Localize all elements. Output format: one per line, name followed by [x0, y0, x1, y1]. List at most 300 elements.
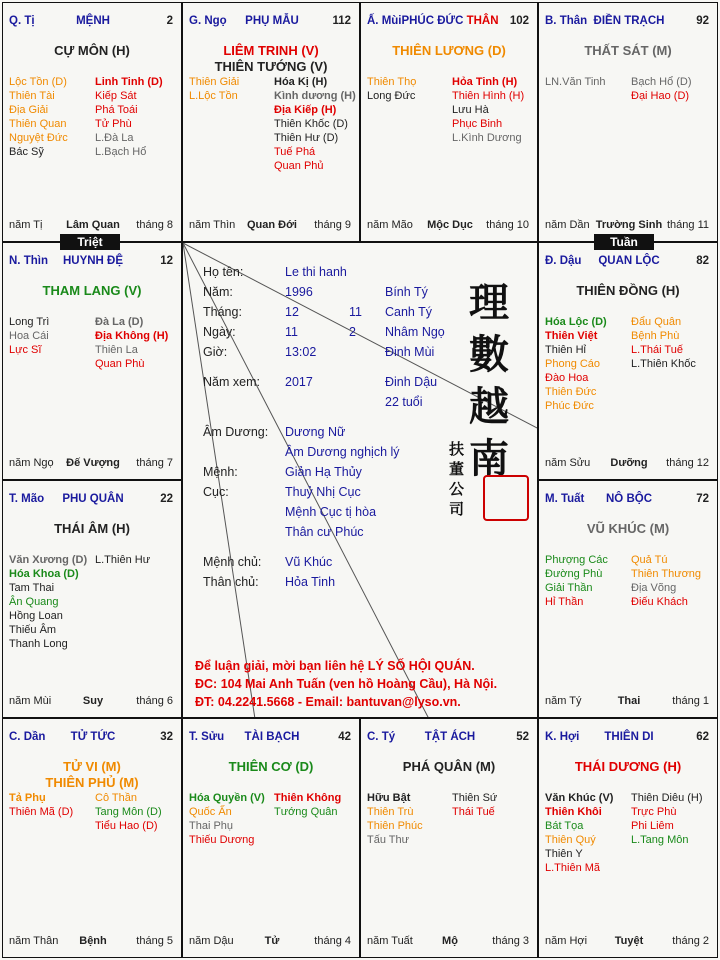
- minor-star: Lộc Tồn (D): [9, 76, 67, 88]
- palace-name-text: TỬ TỨC: [70, 731, 116, 743]
- palace-header: [9, 731, 177, 747]
- palace-dientrach: [538, 2, 718, 242]
- minor-star: Quả Tú: [631, 554, 668, 566]
- minor-star: Thiên Việt: [545, 330, 598, 342]
- palace-name: [9, 731, 177, 743]
- palace-name: [9, 493, 177, 505]
- palace-position: B. Thân: [545, 15, 588, 27]
- view-year-label: Năm xem:: [203, 375, 260, 389]
- palace-month: tháng 3: [492, 935, 529, 947]
- minor-stars-right: [631, 791, 703, 847]
- contact-line-1: Để luận giải, mời bạn liên hệ LÝ SỐ HỘI QUÁN.: [195, 659, 475, 673]
- main-stars: [361, 43, 537, 59]
- palace-phase: Tử: [264, 935, 280, 947]
- palace-footer: [545, 457, 713, 471]
- minor-star: Tam Thai: [9, 582, 55, 594]
- minor-star: Thiên Hình (H): [452, 90, 525, 102]
- calligraphy-char: 董: [449, 460, 465, 478]
- minor-star: Thanh Long: [9, 638, 68, 650]
- main-stars: [3, 759, 181, 791]
- palace-year: năm Tý: [545, 695, 582, 707]
- palace-number: 42: [338, 731, 351, 743]
- minor-star: Thiên Y: [545, 848, 583, 860]
- than-marker: THÂN: [466, 15, 499, 27]
- palace-name-text: QUAN LỘC: [598, 255, 660, 267]
- palace-position: G. Ngọ: [189, 15, 227, 27]
- minor-star: Thái Tuế: [452, 806, 495, 818]
- minor-star: Quan Phủ: [274, 160, 324, 172]
- palace-name-text: THIÊN DI: [604, 731, 654, 743]
- main-stars: [183, 759, 359, 775]
- hour-label: Giờ:: [203, 345, 228, 359]
- palace-number: 2: [166, 15, 173, 27]
- palace-name: [367, 15, 533, 27]
- minor-star: Hóa Khoa (D): [9, 568, 79, 580]
- name-value: Le thi hanh: [285, 265, 347, 279]
- minor-star: Hoa Cái: [9, 330, 49, 342]
- minor-star: Thiên Thương: [631, 568, 702, 580]
- minor-star: Văn Xương (D): [9, 554, 88, 566]
- palace-phase: Tuyệt: [614, 935, 644, 947]
- palace-phase: Trường Sinh: [595, 219, 663, 231]
- calligraphy-char: 越: [469, 383, 509, 430]
- red-seal-stamp: [483, 475, 529, 521]
- minor-star: Nguyệt Đức: [9, 132, 68, 144]
- minor-star: Phúc Đức: [545, 400, 594, 412]
- palace-month: tháng 10: [486, 219, 529, 231]
- minor-stars-right: [95, 553, 150, 567]
- minor-star: Đường Phù: [545, 568, 603, 580]
- minor-star: Đà La (D): [95, 316, 144, 328]
- palace-year: năm Tuất: [367, 935, 413, 947]
- minor-stars-right: [452, 791, 497, 819]
- month-can: Canh Tý: [385, 305, 433, 319]
- palace-month: tháng 6: [136, 695, 173, 707]
- main-stars: [361, 759, 537, 775]
- minor-star: Cô Thần: [95, 792, 137, 804]
- palace-position: K. Hợi: [545, 731, 580, 743]
- palace-year: năm Tị: [9, 219, 43, 231]
- minor-stars-left: [545, 553, 608, 609]
- palace-header: [9, 15, 177, 31]
- minor-star: Địa Không (H): [95, 330, 169, 342]
- minor-star: Lực Sĩ: [9, 344, 42, 356]
- name-label: Họ tên:: [203, 265, 244, 279]
- palace-phase: Suy: [82, 695, 104, 707]
- palace-year: năm Thân: [9, 935, 59, 947]
- minor-star: Đào Hoa: [545, 372, 589, 384]
- palace-tatach: [360, 718, 538, 958]
- palace-phase: Lâm Quan: [66, 219, 120, 231]
- main-star: LIÊM TRINH (V): [223, 43, 319, 58]
- amduong-value: Dương Nữ: [285, 425, 346, 439]
- minor-stars-left: [9, 315, 49, 357]
- minor-stars-right: [95, 791, 162, 833]
- palace-header: [9, 255, 177, 271]
- minor-stars-right: [631, 553, 701, 609]
- palace-position: C. Dần: [9, 731, 46, 743]
- palace-month: tháng 4: [314, 935, 351, 947]
- palace-position: N. Thìn: [9, 255, 48, 267]
- day-value: 11: [285, 325, 298, 339]
- minor-star: Hữu Bật: [367, 792, 411, 804]
- palace-name-text: ĐIỀN TRẠCH: [593, 15, 665, 27]
- main-star: THIÊN LƯƠNG (D): [392, 43, 506, 58]
- palace-footer: [9, 695, 177, 709]
- minor-star: Long Đức: [367, 90, 416, 102]
- palace-header: [545, 493, 713, 509]
- palace-year: năm Hợi: [545, 935, 588, 947]
- palace-name-text: TÀI BẠCH: [244, 731, 300, 743]
- calligraphy-char: 司: [449, 500, 465, 518]
- minor-stars-left: [189, 75, 239, 103]
- minor-stars-left: [367, 75, 416, 103]
- minor-star: Bác Sỹ: [9, 146, 44, 158]
- minor-star: Thiên Hỉ: [545, 344, 586, 356]
- palace-number: 112: [332, 15, 351, 27]
- minor-star: Ân Quang: [9, 596, 59, 608]
- palace-name: [189, 15, 355, 27]
- year-can: Bính Tý: [385, 285, 428, 299]
- day-can: Nhâm Ngọ: [385, 325, 445, 339]
- minor-stars-right: [274, 75, 356, 173]
- palace-name: [9, 15, 177, 27]
- minor-star: Thiên Đức: [545, 386, 597, 398]
- palace-name: [545, 255, 713, 267]
- main-stars: [3, 43, 181, 59]
- palace-position: M. Tuất: [545, 493, 585, 505]
- minor-star: Phong Cáo: [545, 358, 601, 370]
- palace-quanloc: [538, 242, 718, 480]
- minor-star: Thiên Không: [274, 792, 342, 804]
- cuc-note: Mệnh Cục tị hòa: [285, 505, 377, 519]
- palace-footer: [9, 457, 177, 471]
- minor-star: Thiên Khốc (D): [274, 118, 348, 130]
- minor-star: LN.Văn Tinh: [545, 76, 606, 88]
- minor-star: Lưu Hà: [452, 104, 489, 116]
- palace-number: 102: [509, 15, 529, 27]
- palace-name: [545, 15, 713, 27]
- triet-tag: Triệt: [60, 234, 120, 250]
- palace-month: tháng 5: [136, 935, 173, 947]
- year-value: 1996: [285, 285, 313, 299]
- palace-name-text: PHỤ MẪU: [245, 15, 299, 27]
- palace-noboc: [538, 480, 718, 718]
- palace-year: năm Mão: [367, 219, 413, 231]
- minor-star: Văn Khúc (V): [545, 792, 614, 804]
- minor-star: Bạch Hổ (D): [631, 76, 692, 88]
- palace-position: Đ. Dậu: [545, 255, 582, 267]
- calligraphy-char: 公: [449, 480, 465, 498]
- view-year-can: Đinh Dậu: [385, 375, 438, 389]
- palace-header: [367, 15, 533, 31]
- palace-name: [9, 255, 177, 267]
- calligraphy-main: [469, 277, 509, 485]
- palace-header: [545, 15, 713, 31]
- minor-star: Hóa Lộc (D): [545, 316, 607, 328]
- minor-star: Long Trì: [9, 316, 50, 328]
- minor-star: Địa Giải: [9, 104, 49, 116]
- palace-name-text: TẬT ÁCH: [424, 731, 476, 743]
- palace-name: [545, 493, 713, 505]
- minor-stars-right: [452, 75, 524, 145]
- minor-stars-right: [95, 315, 168, 371]
- menhchu-value: Vũ Khúc: [285, 555, 333, 569]
- minor-star: Giải Thần: [545, 582, 593, 594]
- minor-star: Đẩu Quân: [631, 316, 682, 328]
- palace-number: 82: [696, 255, 709, 267]
- minor-star: Thiên Trù: [367, 806, 414, 818]
- palace-footer: [367, 935, 533, 949]
- palace-month: tháng 8: [136, 219, 173, 231]
- palace-name-text: PHU QUÂN: [62, 493, 124, 505]
- minor-star: Tả Phụ: [9, 792, 46, 804]
- main-stars: [539, 43, 717, 59]
- palace-phase: Mộ: [442, 935, 458, 947]
- main-star: THIÊN CƠ (D): [228, 759, 314, 774]
- day-label: Ngày:: [203, 325, 236, 339]
- palace-position: T. Sửu: [189, 731, 225, 743]
- calligraphy-char: 南: [469, 435, 509, 482]
- minor-stars-right: [631, 315, 696, 371]
- thanchu-label: Thân chủ:: [203, 575, 259, 589]
- minor-star: L.Thiên Hư: [95, 554, 151, 566]
- minor-star: Phá Toái: [95, 104, 138, 116]
- minor-star: Thiên Mã (D): [9, 806, 74, 818]
- palace-month: tháng 7: [136, 457, 173, 469]
- palace-position: Q. Tị: [9, 15, 35, 27]
- palace-phucduc: [360, 2, 538, 242]
- minor-star: Tấu Thư: [367, 834, 410, 846]
- minor-star: Linh Tinh (D): [95, 76, 163, 88]
- view-year-value: 2017: [285, 375, 313, 389]
- minor-star: L.Kình Dương: [452, 132, 522, 144]
- palace-month: tháng 1: [672, 695, 709, 707]
- palace-footer: [189, 935, 355, 949]
- main-stars: [539, 283, 717, 299]
- minor-star: Bát Tọa: [545, 820, 584, 832]
- contact-line-3: ĐT: 04.2241.5668 - Email: bantuvan@lyso.vn.: [195, 695, 461, 709]
- day-lunar: 2: [349, 325, 356, 339]
- minor-star: L.Lộc Tồn: [189, 90, 238, 102]
- month-label: Tháng:: [203, 305, 242, 319]
- main-star: THIÊN TƯỚNG (V): [214, 59, 328, 74]
- palace-phase: Thai: [617, 695, 641, 707]
- palace-footer: [9, 935, 177, 949]
- palace-header: [189, 731, 355, 747]
- amduong-label: Âm Dương:: [203, 425, 269, 439]
- palace-number: 92: [696, 15, 709, 27]
- minor-star: Hỉ Thần: [545, 596, 584, 608]
- palace-month: tháng 12: [666, 457, 709, 469]
- palace-phase: Quan Đới: [247, 219, 297, 231]
- main-star: THẤT SÁT (M): [584, 43, 672, 58]
- year-label: Năm:: [203, 285, 233, 299]
- palace-footer: [189, 219, 355, 233]
- minor-star: Tử Phù: [95, 118, 132, 130]
- calligraphy-char: 數: [469, 331, 509, 378]
- minor-star: Thiên Khôi: [545, 806, 602, 818]
- palace-number: 12: [160, 255, 173, 267]
- minor-star: Thiếu Âm: [9, 624, 57, 636]
- main-star: THIÊN PHỦ (M): [45, 775, 139, 790]
- minor-stars-left: [9, 553, 87, 651]
- menh-label: Mệnh:: [203, 465, 238, 479]
- minor-star: Tướng Quân: [274, 806, 338, 818]
- minor-star: Quan Phù: [95, 358, 145, 370]
- minor-stars-left: [189, 791, 265, 847]
- palace-name-text: MỆNH: [76, 15, 110, 27]
- palace-year: năm Ngọ: [9, 457, 54, 469]
- minor-stars-right: [274, 791, 341, 819]
- palace-huynhde: [2, 242, 182, 480]
- palace-month: tháng 2: [672, 935, 709, 947]
- palace-name: [545, 731, 713, 743]
- minor-star: Bệnh Phù: [631, 330, 680, 342]
- palace-year: năm Mùi: [9, 695, 52, 707]
- main-stars: [3, 521, 181, 537]
- palace-year: năm Dậu: [189, 935, 234, 947]
- minor-stars-left: [367, 791, 423, 847]
- calligraphy-char: 扶: [449, 440, 465, 458]
- minor-star: Phi Liêm: [631, 820, 674, 832]
- minor-star: Thiên Tài: [9, 90, 55, 102]
- palace-footer: [545, 695, 713, 709]
- palace-phase: Đế Vượng: [66, 457, 120, 469]
- palace-menh: [2, 2, 182, 242]
- palace-header: [545, 731, 713, 747]
- minor-star: Địa Kiếp (H): [274, 104, 337, 116]
- palace-footer: [545, 935, 713, 949]
- contact-line-2: ĐC: 104 Mai Anh Tuấn (ven hồ Hoàng Cầu), Hà Nội.: [195, 677, 498, 691]
- minor-star: Thiên Giải: [189, 76, 240, 88]
- palace-month: tháng 9: [314, 219, 351, 231]
- minor-star: Phục Binh: [452, 118, 503, 130]
- minor-star: Tiểu Hao (D): [95, 820, 158, 832]
- palace-name-text: HUYNH ĐỆ: [62, 255, 124, 267]
- minor-stars-right: [631, 75, 692, 103]
- minor-star: Kình dương (H): [274, 90, 356, 102]
- minor-stars-left: [545, 315, 607, 413]
- minor-star: Đại Hao (D): [631, 90, 690, 102]
- minor-stars-left: [545, 75, 606, 89]
- palace-name: [189, 731, 355, 743]
- minor-star: Thiên Quan: [9, 118, 67, 130]
- minor-star: L.Thái Tuế: [631, 344, 683, 356]
- cuc-value: Thuỷ Nhị Cục: [285, 485, 361, 499]
- minor-stars-left: [545, 791, 613, 875]
- palace-taibach: [182, 718, 360, 958]
- minor-star: Thiên Quý: [545, 834, 596, 846]
- minor-star: Thiên Phúc: [367, 820, 423, 832]
- minor-star: Thiếu Dương: [189, 834, 255, 846]
- palace-header: [367, 731, 533, 747]
- palace-footer: [367, 219, 533, 233]
- main-star: PHÁ QUÂN (M): [402, 759, 496, 774]
- main-star: THÁI ÂM (H): [54, 521, 130, 536]
- palace-phuquan: [2, 480, 182, 718]
- palace-header: [9, 493, 177, 509]
- palace-number: 32: [160, 731, 173, 743]
- main-star: VŨ KHÚC (M): [586, 521, 670, 536]
- palace-number: 22: [160, 493, 173, 505]
- calligraphy-side: [449, 439, 464, 519]
- minor-star: Tuế Phá: [274, 146, 316, 158]
- amduong-note: Âm Dương nghịch lý: [285, 445, 400, 459]
- palace-phase: Dưỡng: [610, 457, 648, 469]
- minor-stars-right: [95, 75, 163, 159]
- minor-star: Hồng Loan: [9, 610, 63, 622]
- palace-name: [367, 731, 533, 743]
- main-star: TỬ VI (M): [63, 759, 121, 774]
- minor-star: Thiên Diêu (H): [631, 792, 703, 804]
- than-cu: Thân cư Phúc: [285, 525, 364, 539]
- palace-name-text: PHÚC ĐỨC: [401, 15, 464, 27]
- palace-number: 52: [516, 731, 529, 743]
- cuc-label: Cục:: [203, 485, 229, 499]
- minor-star: Hỏa Tinh (H): [452, 76, 518, 88]
- minor-star: Tang Môn (D): [95, 806, 162, 818]
- minor-star: L.Đà La: [95, 132, 134, 144]
- palace-position: Ấ. Mùi: [367, 15, 402, 27]
- minor-star: L.Bạch Hổ: [95, 146, 147, 158]
- palace-position: C. Tý: [367, 731, 396, 743]
- minor-star: Thiên Thọ: [367, 76, 417, 88]
- palace-year: năm Dần: [545, 219, 590, 231]
- minor-star: Địa Võng: [631, 582, 677, 594]
- palace-phumau: [182, 2, 360, 242]
- main-stars: [539, 759, 717, 775]
- main-star: THAM LANG (V): [42, 283, 142, 298]
- main-star: CỰ MÔN (H): [54, 43, 130, 58]
- minor-star: Kiếp Sát: [95, 90, 137, 102]
- menh-value: Giản Hạ Thủy: [285, 465, 362, 479]
- palace-position: T. Mão: [9, 493, 45, 505]
- palace-name-text: NÔ BỘC: [606, 493, 652, 505]
- minor-star: Trực Phù: [631, 806, 677, 818]
- minor-star: L.Tang Môn: [631, 834, 689, 846]
- palace-header: [189, 15, 355, 31]
- thanchu-value: Hỏa Tinh: [285, 575, 336, 589]
- minor-star: Quốc Ấn: [189, 806, 232, 818]
- minor-stars-left: [9, 791, 73, 819]
- main-stars: [183, 43, 359, 75]
- month-lunar: 11: [349, 305, 362, 319]
- main-star: THÁI DƯƠNG (H): [574, 759, 682, 774]
- hour-can: Đinh Mùi: [385, 345, 435, 359]
- palace-phase: Mộc Dục: [427, 219, 473, 231]
- minor-star: Điếu Khách: [631, 596, 688, 608]
- minor-star: Hóa Kị (H): [274, 76, 328, 88]
- month-value: 12: [285, 305, 299, 319]
- minor-star: Phượng Các: [545, 554, 608, 566]
- main-star: THIÊN ĐỒNG (H): [576, 283, 680, 298]
- calligraphy-char: 理: [469, 279, 509, 326]
- palace-header: [545, 255, 713, 271]
- minor-star: L.Thiên Khốc: [631, 358, 696, 370]
- center-info-panel: [182, 242, 538, 718]
- palace-footer: [545, 219, 713, 233]
- minor-stars-left: [9, 75, 68, 159]
- palace-thiendi: [538, 718, 718, 958]
- palace-tutuc: [2, 718, 182, 958]
- palace-year: năm Thìn: [189, 219, 236, 231]
- hour-value: 13:02: [285, 345, 317, 359]
- age-value: 22 tuổi: [385, 395, 423, 409]
- main-stars: [539, 521, 717, 537]
- palace-number: 72: [696, 493, 709, 505]
- minor-star: Thiên La: [95, 344, 138, 356]
